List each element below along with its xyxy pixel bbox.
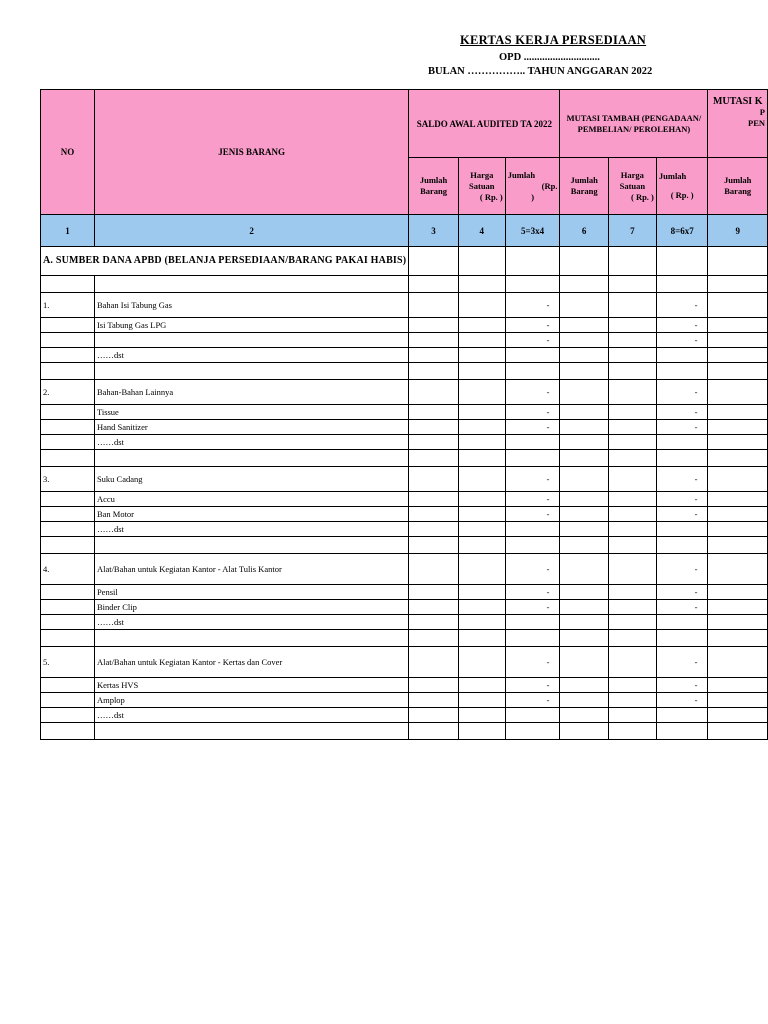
spacer-cell xyxy=(608,363,656,380)
kurang-jumlah-barang xyxy=(708,293,768,318)
mutasi-harga-satuan xyxy=(608,615,656,630)
spacer-cell xyxy=(708,537,768,554)
spacer-cell xyxy=(41,450,95,467)
mutasi-jumlah: - xyxy=(656,554,708,585)
col-header-mutasi-kurang xyxy=(708,90,768,158)
kurang-jumlah-barang xyxy=(708,585,768,600)
saldo-jumlah-header xyxy=(505,158,560,215)
kurang-jumlah-barang xyxy=(708,647,768,678)
mutasi-jumlah-barang xyxy=(560,647,608,678)
kurang-jumlah-barang xyxy=(708,333,768,348)
row-number xyxy=(41,420,95,435)
mutasi-harga-satuan xyxy=(608,693,656,708)
item-label xyxy=(94,333,408,348)
saldo-jumlah: - xyxy=(505,293,560,318)
item-label: ……dst xyxy=(94,708,408,723)
row-number: 3. xyxy=(41,467,95,492)
mutasi-harga-satuan xyxy=(608,420,656,435)
mutasi-harga-satuan xyxy=(608,405,656,420)
saldo-jumlah-barang xyxy=(409,647,458,678)
spacer-cell xyxy=(708,450,768,467)
spacer-cell xyxy=(409,363,458,380)
mutasi-harga-satuan xyxy=(608,492,656,507)
item-label: Amplop xyxy=(94,693,408,708)
groups-body xyxy=(41,276,768,740)
spacer-cell xyxy=(505,723,560,740)
saldo-jumlah-barang xyxy=(409,420,458,435)
mutasi-jumlah-barang xyxy=(560,435,608,450)
mutasi-harga-rp: ( Rp. ) xyxy=(630,191,654,202)
saldo-jumlah-barang xyxy=(409,492,458,507)
saldo-harga-satuan xyxy=(458,318,505,333)
item-label: Pensil xyxy=(94,585,408,600)
saldo-jumlah-barang xyxy=(409,467,458,492)
col-header-no: NO xyxy=(41,90,95,215)
spacer-cell xyxy=(656,450,708,467)
row-number xyxy=(41,318,95,333)
saldo-jumlah-barang xyxy=(409,554,458,585)
mutasi-jumlah-barang xyxy=(560,615,608,630)
spacer-cell xyxy=(560,276,608,293)
mutasi-harga-satuan xyxy=(608,333,656,348)
row-number xyxy=(41,615,95,630)
table-row xyxy=(41,435,768,450)
mutasi-jumlah xyxy=(656,348,708,363)
saldo-jumlah: - xyxy=(505,318,560,333)
mutasi-jumlah: - xyxy=(656,318,708,333)
saldo-harga-satuan xyxy=(458,522,505,537)
saldo-jumlah: - xyxy=(505,467,560,492)
spacer-cell xyxy=(608,450,656,467)
kurang-jumlah-barang xyxy=(708,492,768,507)
saldo-harga-satuan xyxy=(458,554,505,585)
mutasi-jumlah-header xyxy=(656,158,708,215)
table-row xyxy=(41,318,768,333)
item-label: Bahan Isi Tabung Gas xyxy=(94,293,408,318)
item-label: Alat/Bahan untuk Kegiatan Kantor - Alat Tulis Kantor xyxy=(94,554,408,585)
spacer-cell xyxy=(458,537,505,554)
spacer-cell xyxy=(608,723,656,740)
saldo-jumlah-barang xyxy=(409,380,458,405)
spacer-cell xyxy=(41,630,95,647)
mutasi-jumlah-rp: ( Rp. ) xyxy=(670,190,694,200)
mutasi-harga-satuan xyxy=(608,678,656,693)
table-row xyxy=(41,708,768,723)
table-row xyxy=(41,420,768,435)
table-row xyxy=(41,405,768,420)
kurang-jumlah-barang xyxy=(708,600,768,615)
mutasi-jumlah: - xyxy=(656,405,708,420)
table-row xyxy=(41,630,768,647)
row-number xyxy=(41,333,95,348)
kurang-jumlah-barang xyxy=(708,708,768,723)
saldo-jumlah: - xyxy=(505,420,560,435)
row-number xyxy=(41,435,95,450)
mutasi-jumlah xyxy=(656,522,708,537)
col-number: 4 xyxy=(458,215,505,247)
spacer-cell xyxy=(708,363,768,380)
mutasi-jumlah-barang xyxy=(560,678,608,693)
spacer-cell xyxy=(708,630,768,647)
col-header-jenis-barang: JENIS BARANG xyxy=(94,90,408,215)
mutasi-jumlah-barang xyxy=(560,492,608,507)
mutasi-harga-satuan xyxy=(608,600,656,615)
item-label: Ban Motor xyxy=(94,507,408,522)
item-label: Isi Tabung Gas LPG xyxy=(94,318,408,333)
saldo-jumlah-rp-close: ) xyxy=(531,191,535,202)
col-number: 5=3x4 xyxy=(505,215,560,247)
mutasi-jumlah-barang xyxy=(560,333,608,348)
table-row xyxy=(41,537,768,554)
item-label: Accu xyxy=(94,492,408,507)
saldo-jumlah: - xyxy=(505,554,560,585)
saldo-jumlah-barang xyxy=(409,615,458,630)
kurang-jumlah-barang xyxy=(708,507,768,522)
mutasi-harga-satuan xyxy=(608,348,656,363)
mutasi-jumlah: - xyxy=(656,380,708,405)
col-number: 1 xyxy=(41,215,95,247)
row-number xyxy=(41,405,95,420)
mutasi-jumlah: - xyxy=(656,507,708,522)
spacer-cell xyxy=(656,723,708,740)
table-row xyxy=(41,380,768,405)
item-label: ……dst xyxy=(94,615,408,630)
table-row xyxy=(41,615,768,630)
saldo-jumlah-barang xyxy=(409,708,458,723)
spacer-cell xyxy=(505,450,560,467)
saldo-jumlah xyxy=(505,615,560,630)
saldo-harga-satuan-header xyxy=(458,158,505,215)
saldo-harga-satuan xyxy=(458,585,505,600)
spacer-cell xyxy=(94,363,408,380)
saldo-jumlah-rp: (Rp. xyxy=(541,180,558,191)
table-row xyxy=(41,276,768,293)
col-header-mutasi-tambah: MUTASI TAMBAH (PENGADAAN/ PEMBELIAN/ PEROLEHAN) xyxy=(560,90,708,158)
saldo-jumlah-barang xyxy=(409,678,458,693)
item-label: Tissue xyxy=(94,405,408,420)
col-number: 8=6x7 xyxy=(656,215,708,247)
col-number: 3 xyxy=(409,215,458,247)
row-number xyxy=(41,693,95,708)
mutasi-jumlah-barang xyxy=(560,708,608,723)
saldo-jumlah-barang xyxy=(409,522,458,537)
saldo-jumlah-barang xyxy=(409,435,458,450)
spacer-cell xyxy=(409,450,458,467)
mutasi-jumlah-barang xyxy=(560,507,608,522)
mutasi-harga-satuan-header xyxy=(608,158,656,215)
mutasi-jumlah-barang xyxy=(560,600,608,615)
spacer-cell xyxy=(94,537,408,554)
saldo-harga-satuan xyxy=(458,678,505,693)
section-a-title: A. SUMBER DANA APBD (BELANJA PERSEDIAAN/BARANG PAKAI HABIS) xyxy=(41,247,409,276)
spacer-cell xyxy=(409,630,458,647)
spacer-cell xyxy=(41,537,95,554)
row-number: 4. xyxy=(41,554,95,585)
spacer-cell xyxy=(608,276,656,293)
mutasi-jumlah: - xyxy=(656,293,708,318)
saldo-jumlah xyxy=(505,708,560,723)
item-label: ……dst xyxy=(94,522,408,537)
kurang-jumlah-barang xyxy=(708,405,768,420)
mutasi-jumlah-label: Jumlah xyxy=(658,171,687,181)
mutasi-jumlah-barang xyxy=(560,522,608,537)
table-row xyxy=(41,348,768,363)
saldo-harga-satuan xyxy=(458,600,505,615)
col-number: 6 xyxy=(560,215,608,247)
mutasi-jumlah-barang xyxy=(560,293,608,318)
mutasi-jumlah: - xyxy=(656,585,708,600)
row-number xyxy=(41,492,95,507)
mutasi-harga-satuan xyxy=(608,647,656,678)
row-number xyxy=(41,348,95,363)
item-label: Bahan-Bahan Lainnya xyxy=(94,380,408,405)
saldo-jumlah-barang xyxy=(409,693,458,708)
mutasi-jumlah: - xyxy=(656,467,708,492)
saldo-jumlah: - xyxy=(505,492,560,507)
item-label: ……dst xyxy=(94,435,408,450)
spacer-cell xyxy=(458,450,505,467)
saldo-harga-satuan xyxy=(458,435,505,450)
spacer-cell xyxy=(505,276,560,293)
spacer-cell xyxy=(560,450,608,467)
spacer-cell xyxy=(94,723,408,740)
spacer-cell xyxy=(560,363,608,380)
spacer-cell xyxy=(458,276,505,293)
spacer-cell xyxy=(608,537,656,554)
saldo-harga-satuan xyxy=(458,348,505,363)
mutasi-jumlah: - xyxy=(656,492,708,507)
saldo-harga-satuan xyxy=(458,693,505,708)
mutasi-jumlah xyxy=(656,435,708,450)
spacer-cell xyxy=(656,363,708,380)
item-label: Suku Cadang xyxy=(94,467,408,492)
saldo-jumlah-barang xyxy=(409,318,458,333)
mutasi-jumlah: - xyxy=(656,678,708,693)
table-row xyxy=(41,585,768,600)
spacer-cell xyxy=(560,723,608,740)
mutasi-harga-satuan xyxy=(608,318,656,333)
mutasi-jumlah-barang xyxy=(560,467,608,492)
mutasi-harga-satuan xyxy=(608,708,656,723)
row-number xyxy=(41,585,95,600)
mutasi-jumlah-barang xyxy=(560,693,608,708)
spacer-cell xyxy=(409,537,458,554)
table-row xyxy=(41,293,768,318)
saldo-harga-satuan xyxy=(458,708,505,723)
spacer-cell xyxy=(505,537,560,554)
saldo-jumlah: - xyxy=(505,507,560,522)
item-label: Binder Clip xyxy=(94,600,408,615)
col-number: 2 xyxy=(94,215,408,247)
item-label: Kertas HVS xyxy=(94,678,408,693)
row-number: 5. xyxy=(41,647,95,678)
row-number xyxy=(41,678,95,693)
spacer-cell xyxy=(505,363,560,380)
spacer-cell xyxy=(656,630,708,647)
table-row xyxy=(41,333,768,348)
saldo-jumlah-barang xyxy=(409,507,458,522)
kurang-jumlah-barang xyxy=(708,380,768,405)
kurang-jumlah-barang xyxy=(708,467,768,492)
saldo-harga-satuan xyxy=(458,492,505,507)
row-number xyxy=(41,708,95,723)
table-row xyxy=(41,693,768,708)
period-line: BULAN …………….. TAHUN ANGGARAN 2022 xyxy=(428,66,653,77)
spacer-cell xyxy=(708,276,768,293)
spacer-cell xyxy=(656,276,708,293)
saldo-harga-satuan xyxy=(458,647,505,678)
saldo-harga-satuan xyxy=(458,333,505,348)
mutasi-jumlah: - xyxy=(656,693,708,708)
spacer-cell xyxy=(41,363,95,380)
mutasi-harga-satuan xyxy=(608,522,656,537)
kurang-jumlah-barang xyxy=(708,522,768,537)
spacer-cell xyxy=(708,723,768,740)
mutasi-jumlah xyxy=(656,615,708,630)
mutasi-harga-satuan xyxy=(608,585,656,600)
table-row xyxy=(41,507,768,522)
row-number xyxy=(41,600,95,615)
kurang-jumlah-barang xyxy=(708,318,768,333)
page-title: KERTAS KERJA PERSEDIAAN xyxy=(460,33,647,47)
saldo-jumlah-barang xyxy=(409,348,458,363)
col-number: 9 xyxy=(708,215,768,247)
saldo-jumlah xyxy=(505,522,560,537)
table-row xyxy=(41,600,768,615)
col-number: 7 xyxy=(608,215,656,247)
spacer-cell xyxy=(458,630,505,647)
kurang-jumlah-barang xyxy=(708,435,768,450)
item-label: Hand Sanitizer xyxy=(94,420,408,435)
saldo-harga-rp: ( Rp. ) xyxy=(479,191,503,202)
mutasi-jumlah-barang xyxy=(560,585,608,600)
spacer-cell xyxy=(505,630,560,647)
spacer-cell xyxy=(94,450,408,467)
saldo-harga-label: Harga Satuan xyxy=(469,169,495,191)
saldo-jumlah-barang xyxy=(409,600,458,615)
saldo-jumlah: - xyxy=(505,678,560,693)
kurang-jumlah-barang-header: Jumlah Barang xyxy=(708,158,768,215)
mutasi-harga-satuan xyxy=(608,507,656,522)
kurang-jumlah-barang xyxy=(708,678,768,693)
spacer-cell xyxy=(94,276,408,293)
mutasi-kurang-line2: P xyxy=(759,107,765,117)
saldo-jumlah xyxy=(505,435,560,450)
saldo-jumlah: - xyxy=(505,585,560,600)
saldo-jumlah: - xyxy=(505,693,560,708)
mutasi-jumlah-barang xyxy=(560,380,608,405)
kurang-jumlah-barang xyxy=(708,615,768,630)
col-header-saldo-awal: SALDO AWAL AUDITED TA 2022 xyxy=(409,90,560,158)
saldo-jumlah: - xyxy=(505,333,560,348)
saldo-jumlah-label: Jumlah xyxy=(507,169,536,180)
mutasi-harga-satuan xyxy=(608,467,656,492)
kurang-jumlah-barang xyxy=(708,348,768,363)
saldo-jumlah-barang xyxy=(409,405,458,420)
table-row xyxy=(41,467,768,492)
table-row xyxy=(41,522,768,537)
table-row xyxy=(41,554,768,585)
saldo-jumlah: - xyxy=(505,380,560,405)
row-number xyxy=(41,522,95,537)
spacer-cell xyxy=(409,276,458,293)
mutasi-harga-label: Harga Satuan xyxy=(619,169,646,191)
table-row xyxy=(41,492,768,507)
mutasi-kurang-line3: PEN xyxy=(748,118,765,128)
saldo-jumlah-barang xyxy=(409,333,458,348)
mutasi-harga-satuan xyxy=(608,293,656,318)
mutasi-harga-satuan xyxy=(608,435,656,450)
item-label: ……dst xyxy=(94,348,408,363)
table-row xyxy=(41,723,768,740)
spacer-cell xyxy=(560,630,608,647)
mutasi-harga-satuan xyxy=(608,554,656,585)
saldo-jumlah-barang xyxy=(409,293,458,318)
spacer-cell xyxy=(458,363,505,380)
spacer-cell xyxy=(608,630,656,647)
saldo-harga-satuan xyxy=(458,420,505,435)
mutasi-jumlah-barang xyxy=(560,318,608,333)
row-number: 2. xyxy=(41,380,95,405)
mutasi-jumlah: - xyxy=(656,420,708,435)
table-row xyxy=(41,450,768,467)
table-row xyxy=(41,678,768,693)
saldo-jumlah-barang-header: Jumlah Barang xyxy=(409,158,458,215)
table-row xyxy=(41,647,768,678)
item-label: Alat/Bahan untuk Kegiatan Kantor - Kertas dan Cover xyxy=(94,647,408,678)
spacer-cell xyxy=(458,723,505,740)
saldo-harga-satuan xyxy=(458,405,505,420)
spacer-cell xyxy=(656,537,708,554)
kurang-jumlah-barang xyxy=(708,420,768,435)
kurang-jumlah-barang xyxy=(708,554,768,585)
saldo-harga-satuan xyxy=(458,293,505,318)
table-row xyxy=(41,363,768,380)
row-number xyxy=(41,507,95,522)
mutasi-kurang-line1: MUTASI K xyxy=(712,96,763,107)
saldo-jumlah: - xyxy=(505,647,560,678)
spacer-cell xyxy=(409,723,458,740)
mutasi-jumlah: - xyxy=(656,333,708,348)
mutasi-jumlah-barang xyxy=(560,348,608,363)
saldo-harga-satuan xyxy=(458,507,505,522)
mutasi-jumlah-barang-header: Jumlah Barang xyxy=(560,158,608,215)
mutasi-jumlah: - xyxy=(656,647,708,678)
spacer-cell xyxy=(94,630,408,647)
spacer-cell xyxy=(41,276,95,293)
inventory-worksheet-table xyxy=(40,89,768,740)
mutasi-jumlah-barang xyxy=(560,405,608,420)
saldo-harga-satuan xyxy=(458,615,505,630)
mutasi-jumlah: - xyxy=(656,600,708,615)
saldo-jumlah xyxy=(505,348,560,363)
saldo-harga-satuan xyxy=(458,380,505,405)
mutasi-harga-satuan xyxy=(608,380,656,405)
mutasi-jumlah xyxy=(656,708,708,723)
kurang-jumlah-barang xyxy=(708,693,768,708)
opd-line: OPD ............................. xyxy=(499,52,600,63)
saldo-harga-satuan xyxy=(458,467,505,492)
row-number: 1. xyxy=(41,293,95,318)
mutasi-jumlah-barang xyxy=(560,420,608,435)
spacer-cell xyxy=(41,723,95,740)
spacer-cell xyxy=(560,537,608,554)
saldo-jumlah: - xyxy=(505,600,560,615)
mutasi-jumlah-barang xyxy=(560,554,608,585)
saldo-jumlah-barang xyxy=(409,585,458,600)
saldo-jumlah: - xyxy=(505,405,560,420)
